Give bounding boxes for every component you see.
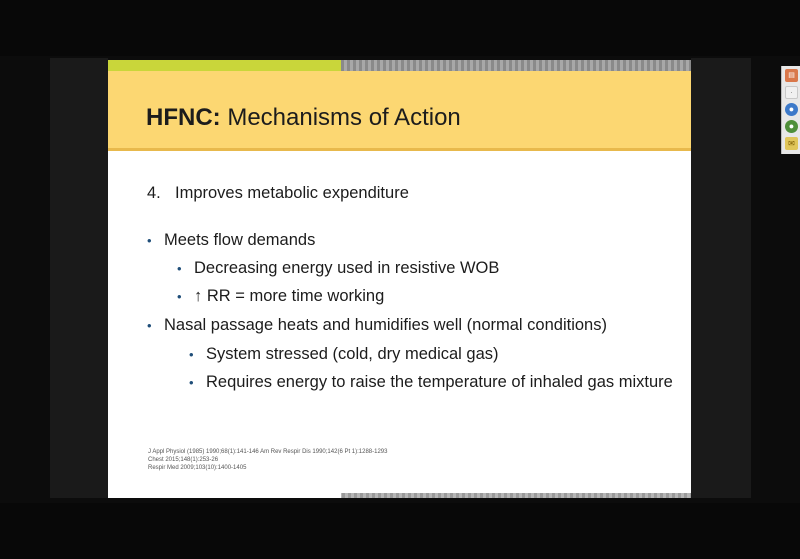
reference-line: J Appl Physiol (1985) 1990;68(1):141-146 Am Rev Respir Dis 1990;142(6 Pt 1):1288-1293: [148, 449, 388, 455]
bullet-dot-icon: •: [147, 233, 152, 248]
globe-icon[interactable]: ●: [785, 103, 798, 116]
top-accent-strip: [108, 60, 691, 71]
bullet-text: ↑ RR = more time working: [194, 287, 385, 305]
blank-icon[interactable]: ·: [785, 86, 798, 99]
side-toolbar: [781, 66, 800, 154]
viewer-right-margin: [691, 58, 751, 498]
bullet-dot-icon: •: [189, 375, 194, 390]
bottom-strip-white-segment: [108, 493, 341, 498]
bullet-level2: [177, 286, 674, 307]
bullet-text: Nasal passage heats and humidifies well (normal conditions): [164, 316, 607, 334]
mail-icon[interactable]: ✉: [785, 137, 798, 150]
bullet-text: Decreasing energy used in resistive WOB: [194, 259, 500, 277]
bottom-letterbox: [0, 503, 800, 559]
bullet-level2: [189, 344, 676, 365]
reference-line: Chest 2015;148(1):253-26: [148, 457, 219, 463]
settings-icon[interactable]: ●: [785, 120, 798, 133]
viewer-left-margin: [50, 58, 108, 498]
slide-title-rest: Mechanisms of Action: [220, 104, 461, 131]
title-band: [108, 71, 691, 151]
numbered-item-text: Improves metabolic expenditure: [175, 184, 409, 202]
bullet-dot-icon: •: [189, 347, 194, 362]
bullet-dot-icon: •: [147, 318, 152, 333]
references: [148, 448, 387, 472]
accent-yellow-segment: [108, 60, 341, 71]
bullet-dot-icon: •: [177, 261, 182, 276]
bottom-accent-strip: [108, 493, 691, 498]
bullet-text: Requires energy to raise the temperature of inhaled gas mixture: [206, 373, 673, 391]
bullet-level1: [147, 230, 664, 251]
bullet-level2: [177, 258, 674, 279]
slides-icon[interactable]: ▤: [785, 69, 798, 82]
top-letterbox: [0, 0, 800, 56]
bullet-level2: [189, 372, 676, 393]
slide-title-emphasis: HFNC:: [146, 104, 221, 131]
slide-title: [146, 104, 461, 132]
bullet-text: Meets flow demands: [164, 231, 316, 249]
presentation-slide: [108, 60, 691, 498]
bullet-level1: [147, 315, 684, 336]
bullet-text: System stressed (cold, dry medical gas): [206, 345, 499, 363]
bullet-dot-icon: •: [177, 289, 182, 304]
reference-line: Respir Med 2009;103(10):1400-1405: [148, 465, 247, 471]
numbered-item-number: 4.: [147, 184, 161, 202]
accent-grey-segment: [341, 60, 691, 71]
numbered-item: [147, 184, 409, 203]
